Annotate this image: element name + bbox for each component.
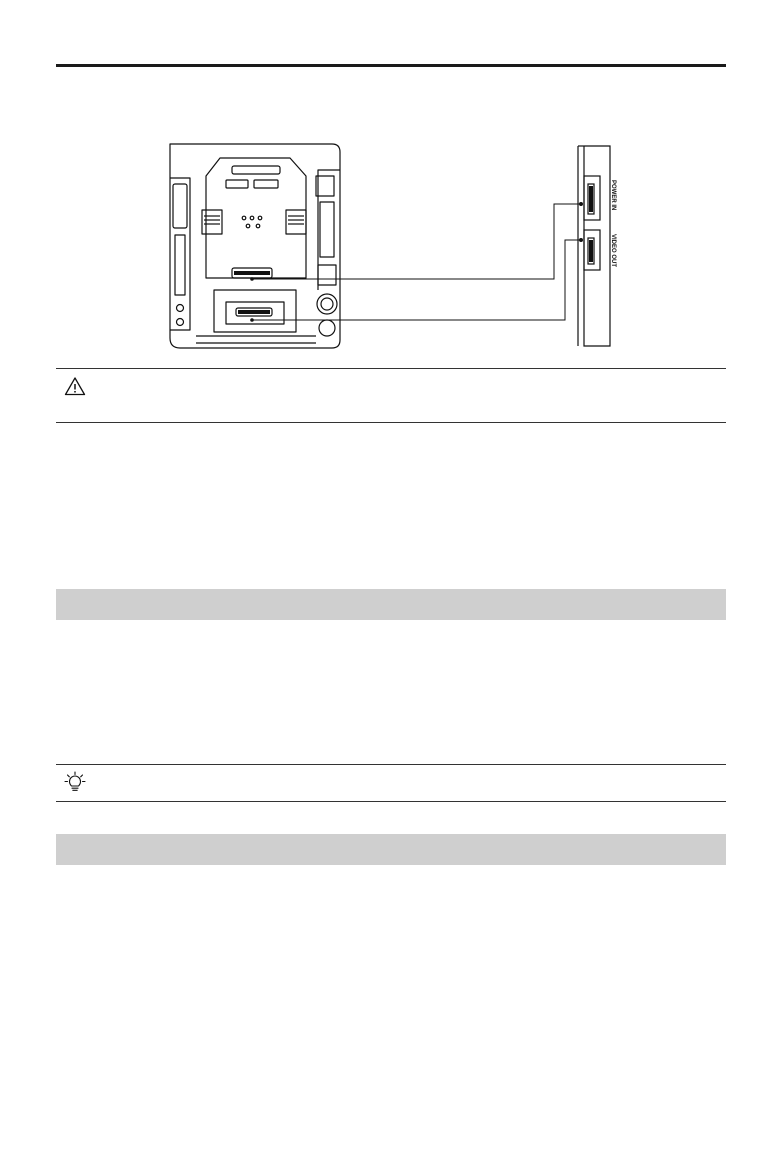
right-handle	[318, 170, 340, 290]
video-out-label: VIDEO OUT	[610, 234, 616, 268]
section-heading-bar	[56, 834, 726, 865]
video-cable	[252, 240, 581, 320]
power-in-label: POWER IN	[610, 180, 616, 211]
tip-bottom-rule	[56, 801, 726, 802]
controller-body	[170, 144, 340, 348]
connection-diagram	[160, 140, 630, 355]
caution-triangle-icon	[64, 376, 86, 396]
mounting-plate	[206, 158, 306, 278]
caution-bottom-rule	[56, 422, 726, 423]
section-heading-bar	[56, 589, 726, 620]
caution-top-rule	[56, 368, 726, 369]
power-cable	[252, 204, 581, 279]
lightbulb-icon	[64, 771, 86, 793]
tip-top-rule	[56, 764, 726, 765]
page-header-rule	[56, 64, 726, 67]
